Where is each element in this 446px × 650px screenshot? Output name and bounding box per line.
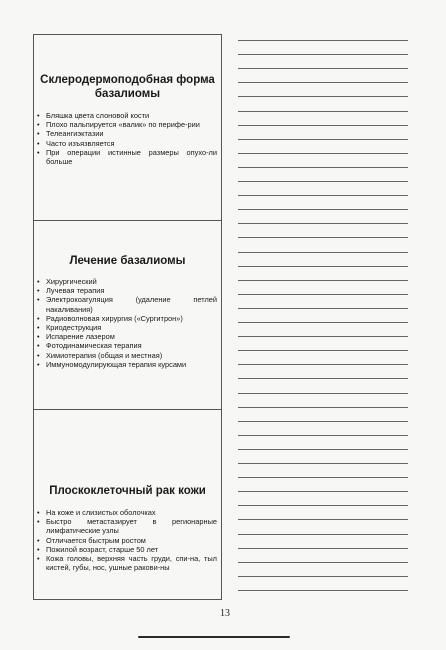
ruled-line (238, 548, 408, 549)
list-item-text: Фотодинамическая терапия (46, 341, 142, 351)
notes-ruled-lines (238, 40, 408, 598)
list-item (36, 139, 217, 148)
ruled-line (238, 223, 408, 224)
bullet-list (36, 111, 217, 166)
ruled-line (238, 562, 408, 563)
ruled-line (238, 266, 408, 267)
list-item-text: Пожилой возраст, старше 50 лет (46, 544, 159, 554)
ruled-line (238, 125, 408, 126)
ruled-line (238, 54, 408, 55)
panel-title: Лечение базалиомы (69, 255, 186, 267)
ruled-line (238, 463, 408, 464)
ruled-line (238, 167, 408, 168)
list-item-text: При операции истинные размеры опухо-ли больше (46, 147, 217, 167)
bullet-icon: • (37, 350, 40, 360)
list-item-text: Химиотерапия (общая и местная) (46, 350, 163, 360)
ruled-line (238, 449, 408, 450)
list-item-text: Радиоволновая хирургия («Сургитрон») (46, 313, 183, 323)
bullet-icon: • (37, 286, 40, 296)
list-item (36, 332, 217, 341)
bullet-icon: • (37, 554, 40, 564)
list-item (36, 295, 217, 313)
list-item (36, 148, 217, 166)
ruled-line (238, 336, 408, 337)
bullet-icon: • (37, 517, 40, 527)
list-item (36, 554, 217, 572)
ruled-line (238, 322, 408, 323)
list-item-text: Телеангиэктазии (46, 129, 104, 139)
ruled-line (238, 96, 408, 97)
ruled-line (238, 421, 408, 422)
list-item-text: Плохо пальпируется «валик» по перифе-рии (46, 120, 200, 130)
list-item-text: Часто изъязвляется (46, 138, 115, 148)
ruled-line (238, 111, 408, 112)
bullet-icon: • (37, 544, 40, 554)
ruled-line (238, 308, 408, 309)
ruled-line (238, 195, 408, 196)
ruled-line (238, 252, 408, 253)
bullet-icon: • (37, 313, 40, 323)
list-item-text: На коже и слизистых оболочках (46, 508, 156, 517)
ruled-line (238, 237, 408, 238)
bullet-icon: • (37, 323, 40, 333)
panel-sclerodermiform-basalioma (34, 35, 221, 221)
list-item (36, 314, 217, 323)
panel-title: Склеродермоподобная форма базалиомы (40, 74, 215, 100)
ruled-line (238, 393, 408, 394)
ruled-line (238, 534, 408, 535)
ruled-line (238, 139, 408, 140)
list-item (36, 277, 217, 286)
bullet-list (36, 277, 217, 369)
ruled-line (238, 294, 408, 295)
ruled-line (238, 407, 408, 408)
ruled-line (238, 378, 408, 379)
ruled-line (238, 40, 408, 41)
list-item-text: Электрокоагуляция (удаление петлей накаливания) (46, 295, 217, 314)
ruled-line (238, 82, 408, 83)
bullet-icon: • (37, 332, 40, 342)
bullet-icon: • (37, 120, 40, 130)
bullet-icon: • (37, 295, 40, 305)
list-item-text: Криодеструкция (46, 323, 102, 333)
ruled-line (238, 435, 408, 436)
ruled-line (238, 576, 408, 577)
bullet-icon: • (37, 508, 40, 517)
ruled-line (238, 280, 408, 281)
list-item (36, 545, 217, 554)
list-item (36, 286, 217, 295)
list-item (36, 360, 217, 369)
list-item-text: Лучевая терапия (46, 286, 105, 296)
ruled-line (238, 519, 408, 520)
panel-squamous-cell-carcinoma (34, 410, 221, 599)
bullet-icon: • (37, 359, 40, 369)
list-item-text: Хирургический (46, 277, 97, 286)
bullet-icon: • (37, 147, 40, 157)
list-item (36, 536, 217, 545)
list-item (36, 111, 217, 120)
list-item (36, 129, 217, 138)
list-item (36, 351, 217, 360)
list-item-text: Быстро метастазирует в регионарные лимфатические узлы (46, 517, 217, 536)
ruled-line (238, 505, 408, 506)
list-item (36, 341, 217, 350)
list-item (36, 517, 217, 535)
list-item-text: Бляшка цвета слоновой кости (46, 111, 150, 120)
ruled-line (238, 350, 408, 351)
scan-edge-mark (138, 636, 290, 638)
bullet-list (36, 508, 217, 572)
content-column (33, 34, 222, 600)
ruled-line (238, 491, 408, 492)
panel-basalioma-treatment (34, 221, 221, 410)
ruled-line (238, 68, 408, 69)
list-item (36, 508, 217, 517)
bullet-icon: • (37, 341, 40, 351)
list-item-text: Испарение лазером (46, 332, 115, 342)
bullet-icon: • (37, 129, 40, 139)
bullet-icon: • (37, 138, 40, 148)
bullet-icon: • (37, 111, 40, 120)
bullet-icon: • (37, 535, 40, 545)
list-item (36, 120, 217, 129)
page-number: 13 (220, 608, 230, 619)
list-item-text: Кожа головы, верхняя часть груди, спи-на, тыл кистей, губы, нос, ушные ракови-ны (46, 554, 217, 573)
ruled-line (238, 181, 408, 182)
ruled-line (238, 153, 408, 154)
ruled-line (238, 364, 408, 365)
ruled-line (238, 209, 408, 210)
ruled-line (238, 477, 408, 478)
ruled-line (238, 590, 408, 591)
list-item-text: Иммуномодулирующая терапия курсами (46, 359, 187, 369)
bullet-icon: • (37, 277, 40, 286)
list-item (36, 323, 217, 332)
list-item-text: Отличается быстрым ростом (46, 535, 146, 545)
panel-title: Плоскоклеточный рак кожи (49, 485, 206, 497)
